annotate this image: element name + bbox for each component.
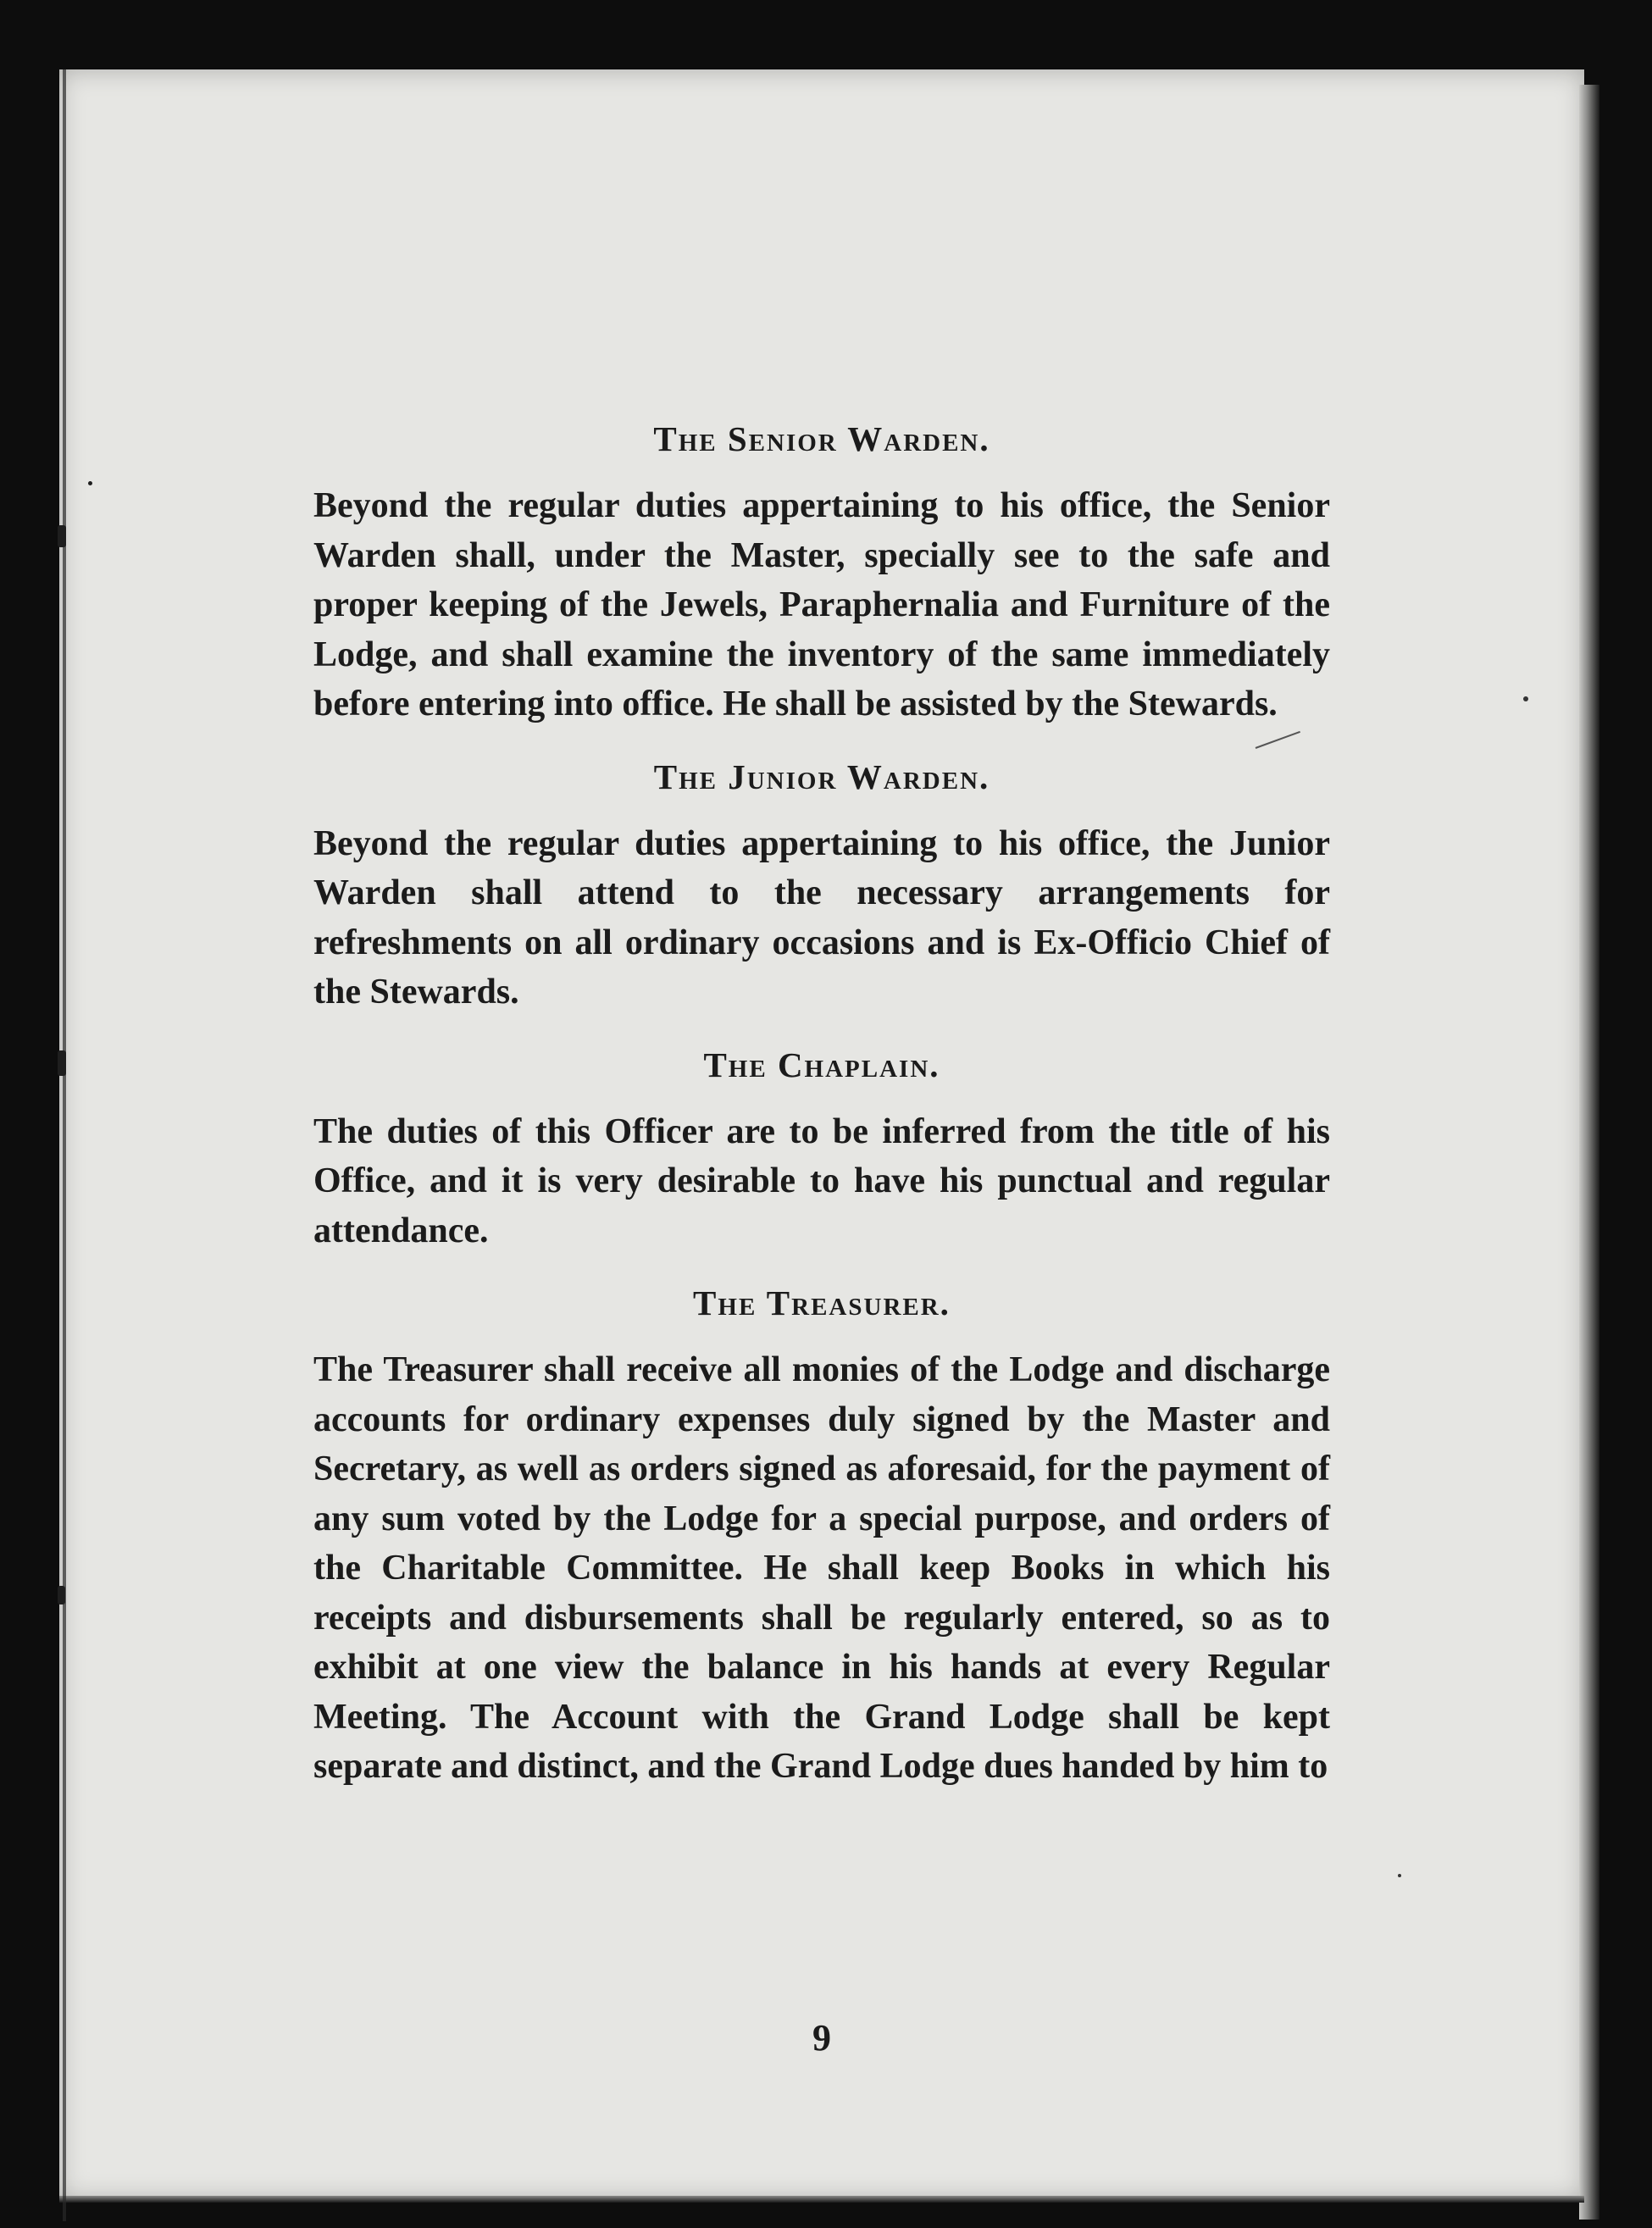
page-edge-right [1579, 85, 1599, 2220]
section-junior-warden [313, 753, 1330, 1017]
section-heading: The Chaplain. [703, 1045, 940, 1084]
page-edge-bottom [59, 2196, 1584, 2203]
scan-speck [1523, 696, 1528, 701]
page-number: 9 [812, 2017, 831, 2059]
section-heading: The Senior Warden. [653, 419, 990, 458]
section-heading: The Treasurer. [693, 1283, 951, 1322]
scan-speck [1398, 1874, 1401, 1877]
section-body: The Treasurer shall receive all monies of the Lodge and discharge accounts for ordinary expenses duly signed by the Master and Secretary, as well as orders signed as aforesaid, for the payment of any sum voted by the Lodge for a special purpose, and orders of the Charitable Committee. He shall keep Books in which his receipts and disbursements shall be regularly entered, so as to exhibit at one view the balance in his hands at every Regular Meeting. The Account with the Grand Lodge shall be kept separate and distinct, and the Grand Lodge dues handed by him to [313, 1350, 1330, 1786]
binding-mark [88, 481, 92, 485]
section-body: Beyond the regular duties appertaining to his office, the Senior Warden shall, under the Master, specially see to the safe and proper keeping of the Jewels, Paraphernalia and Furniture of the Lodge, and shall examine the inventory of the same immediately before entering into office. He shall be assisted by the Stewards. [313, 486, 1330, 723]
binding-mark [58, 525, 66, 547]
section-heading: The Junior Warden. [653, 757, 990, 796]
section-treasurer [313, 1279, 1330, 1792]
binding-mark [58, 1050, 66, 1076]
section-chaplain [313, 1041, 1330, 1256]
binding-mark [58, 1586, 65, 1604]
binding-gutter-line [63, 69, 66, 2221]
text-column [313, 415, 1330, 2059]
book-page [59, 69, 1584, 2200]
section-senior-warden [313, 415, 1330, 729]
section-body: The duties of this Officer are to be inferred from the title of his Office, and it is very desirable to have his punctual and regular attendance. [313, 1111, 1330, 1250]
section-body: Beyond the regular duties appertaining to his office, the Junior Warden shall attend to the necessary arrangements for refreshments on all ordinary occasions and is Ex-Officio Chief of the Stewards. [313, 823, 1330, 1011]
